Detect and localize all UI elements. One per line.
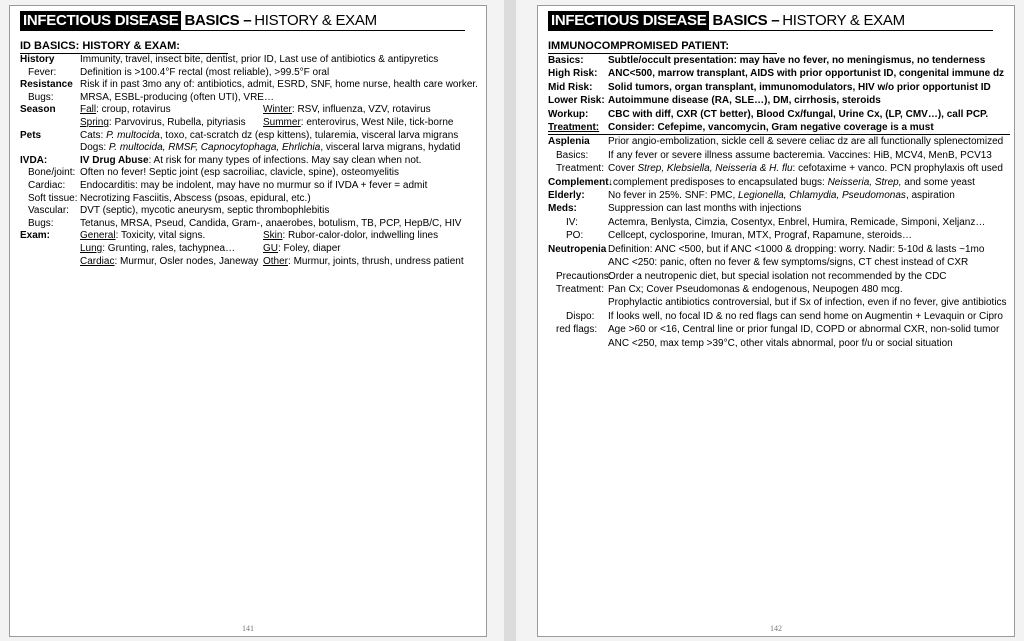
row-season-2: Spring: Parvovirus, Rubella, pityriasis Summer: enterovirus, West Nile, tick-borne bbox=[80, 116, 454, 128]
row-fever: Fever: Definition is >100.4°F rectal (most reliable), >99.5°F oral bbox=[28, 66, 330, 78]
page-header bbox=[20, 11, 377, 30]
row-resistance: Resistance Risk if in past 3mo any of: antibiotics, admit, ESRD, SNF, home nurse, health care worker. bbox=[20, 79, 478, 91]
header-basics: BASICS – bbox=[712, 12, 780, 29]
section-title: ID BASICS: HISTORY & EXAM: bbox=[20, 40, 228, 54]
page-number: 141 bbox=[242, 624, 254, 633]
row-basics: Basics: Subtle/occult presentation: may have no fever, no meningismus, no tenderness bbox=[548, 55, 986, 66]
row-asplenia: Asplenia Prior angio-embolization, sickle cell & severe celiac dz are all functionally splenectomized bbox=[548, 136, 1004, 148]
row-dispo: Dispo: If looks well, no focal ID & no red flags can send home on Augmentin + Levaquin or Cipro bbox=[566, 310, 1003, 322]
row-precautions: Precautions: Order a neutropenic diet, but special isolation not recommended by the CDC bbox=[556, 270, 947, 282]
row-bone: Bone/joint: Often no fever! Septic joint (esp sacroiliac, clavicle, spine), osteomyelitis bbox=[28, 167, 400, 179]
row-pets-cats: Pets Cats: P. multocida, toxo, cat-scratch dz (esp kittens), tularemia, visceral larva migrans bbox=[20, 129, 459, 141]
row-neutropenia: Neutropenia Definition: ANC <500, but if ANC <1000 & dropping: worry. Nadir: 5-10d & lasts ~1mo bbox=[548, 243, 985, 255]
header-chapter: INFECTIOUS DISEASE bbox=[548, 11, 709, 30]
row-prophylactic: Prophylactic antibiotics controversial, but if Sx of infection, even if no fever, give antibiotics bbox=[608, 297, 1007, 309]
row-history: History Immunity, travel, insect bite, dentist, prior ID, Last use of antibiotics & antipyretics bbox=[20, 54, 439, 65]
row-season-1: Season Fall: croup, rotavirus Winter: RSV, influenza, VZV, rotavirus bbox=[20, 104, 431, 116]
header-rule bbox=[548, 30, 993, 31]
row-high-risk: High Risk: ANC<500, marrow transplant, AIDS with prior opportunist ID, congenital immune dz bbox=[548, 68, 1005, 80]
row-bugs: Bugs: MRSA, ESBL-producing (often UTI), VRE… bbox=[28, 91, 274, 103]
section-title: IMMUNOCOMPROMISED PATIENT: bbox=[548, 40, 777, 54]
row-red-flags: red flags: Age >60 or <16, Central line or prior fungal ID, COPD or abnormal CXR, non-solid tumor bbox=[556, 324, 1000, 336]
row-asplenia-treatment: Treatment: Cover Strep, Klebsiella, Neisseria & H. flu: cefotaxime + vanco. PCN prophylaxis oft used bbox=[556, 163, 1003, 175]
row-lower-risk: Lower Risk: Autoimmune disease (RA, SLE…), DM, cirrhosis, steroids bbox=[548, 95, 881, 107]
row-exam-2: Lung: Grunting, rales, tachypnea… GU: Foley, diaper bbox=[80, 242, 341, 254]
row-treatment: Treatment: Consider: Cefepime, vancomycin, Gram negative coverage is a must bbox=[548, 121, 1010, 135]
row-exam-3: Cardiac: Murmur, Osler nodes, Janeway Other: Murmur, joints, thrush, undress patient bbox=[80, 255, 464, 267]
row-mid-risk: Mid Risk: Solid tumors, organ transplant, immunomodulators, HIV w/o prior opportunist ID bbox=[548, 81, 991, 93]
row-workup: Workup: CBC with diff, CXR (CT better), Blood Cx/fungal, Urine Cx, (LP, CMV…), call PCP. bbox=[548, 108, 989, 120]
content-rows bbox=[20, 54, 482, 268]
header-rule bbox=[20, 30, 465, 31]
header-chapter: INFECTIOUS DISEASE bbox=[20, 11, 181, 30]
row-exam-1: Exam: General: Toxicity, vital signs. Skin: Rubor-calor-dolor, indwelling lines bbox=[20, 230, 439, 242]
row-red-flags-2: ANC <250, max temp >39°C, other vitals abnormal, poor f/u or social situation bbox=[608, 337, 953, 349]
row-bugs-2: Bugs: Tetanus, MRSA, Pseud, Candida, Gram-, anaerobes, botulism, TB, PCP, HepB/C, HIV bbox=[28, 217, 462, 229]
header-basics: BASICS – bbox=[184, 12, 252, 29]
page-141 bbox=[9, 5, 487, 637]
row-vascular: Vascular: DVT (septic), mycotic aneurysm, septic thrombophlebitis bbox=[28, 205, 330, 217]
content-rows bbox=[548, 54, 1010, 350]
row-po: PO: Cellcept, cyclosporine, Imuran, MTX, Prograf, Rapamune, steroids… bbox=[566, 230, 913, 242]
header-topic: HISTORY & EXAM bbox=[254, 12, 377, 29]
page-gutter bbox=[504, 0, 516, 641]
row-meds: Meds: Suppression can last months with injections bbox=[548, 203, 802, 215]
page-142 bbox=[537, 5, 1015, 637]
row-iv: IV: Actemra, Benlysta, Cimzia, Cosentyx, Enbrel, Humira, Remicade, Simponi, Xeljanz… bbox=[566, 216, 986, 228]
header-topic: HISTORY & EXAM bbox=[782, 12, 905, 29]
row-cardiac: Cardiac: Endocarditis: may be indolent, may have no murmur so if IVDA + fever = admit bbox=[28, 179, 428, 191]
row-neutropenia-treatment: Treatment: Pan Cx; Cover Pseudomonas & endogenous, Neupogen 480 mcg. bbox=[556, 283, 903, 295]
page-header bbox=[548, 11, 905, 30]
page-number: 142 bbox=[770, 624, 782, 633]
row-elderly: Elderly: No fever in 25%. SNF: PMC, Legionella, Chlamydia, Pseudomonas, aspiration bbox=[548, 190, 955, 202]
row-ivda: IVDA: IV Drug Abuse: At risk for many types of infections. May say clean when not. bbox=[20, 154, 422, 166]
row-asplenia-basics: Basics: If any fever or severe illness assume bacteremia. Vaccines: HiB, MCV4, MenB, PCV13 bbox=[556, 149, 992, 161]
row-anc250: ANC <250: panic, often no fever & few symptoms/signs, CT chest instead of CXR bbox=[608, 257, 969, 269]
row-complement: Complement ↓complement predisposes to encapsulated bugs: Neisseria, Strep, and some yeast bbox=[548, 176, 975, 188]
row-pets-dogs: Dogs: P. multocida, RMSF, Capnocytophaga, Ehrlichia, visceral larva migrans, hydatid bbox=[80, 142, 461, 154]
row-soft-tissue: Soft tissue: Necrotizing Fasciitis, Abscess (psoas, epidural, etc.) bbox=[28, 192, 311, 204]
